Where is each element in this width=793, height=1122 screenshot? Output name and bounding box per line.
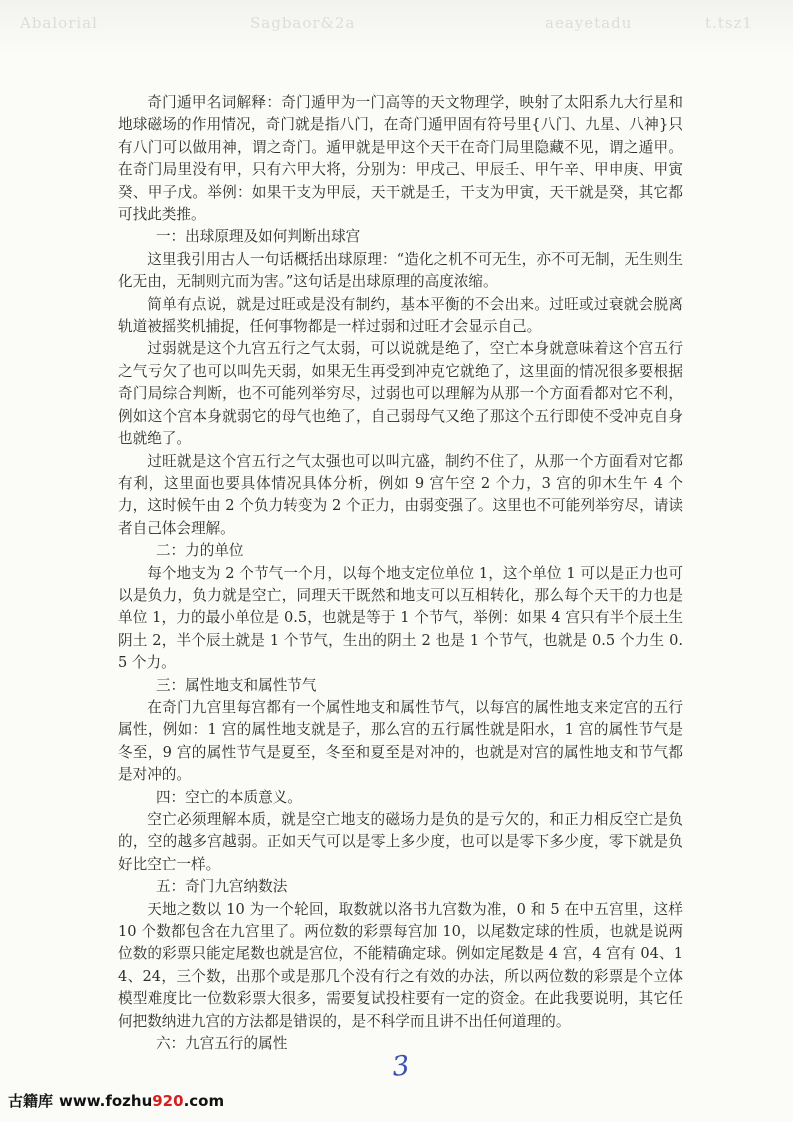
body-paragraph: 每个地支为 2 个节气一个月，以每个地支定位单位 1，这个单位 1 可以是正力也可以是负力，负力就是空亡，同理天干既然和地支可以互相转化，那么每个天干的力也是单位 1，力的最小单位是 0.5，也就是等于 1 个节气，举例：如果 4 宫只有半个辰土生阴土 2，半个辰土就是 1 个节气，生出的阴土 2 也是 1 个节气，也就是 0.5 个力生 0.5 个力。 — [118, 564, 683, 672]
body-paragraph: 空亡必须理解本质，就是空亡地支的磁场力是负的是亏欠的，和正力相反空亡是负的，空的越多宫越弱。正如天气可以是零上多少度，也可以是零下多少度，零下就是负好比空亡一样。 — [118, 811, 683, 873]
site-url-suffix: .com — [183, 1092, 225, 1110]
footer-watermark — [8, 1089, 224, 1113]
section-heading: 四：空亡的本质意义。 — [155, 788, 302, 806]
site-url-number: 920 — [152, 1092, 184, 1110]
section-heading: 一：出球原理及如何判断出球宫 — [155, 228, 361, 246]
bleed-through-text: Sagbaor&2a — [250, 14, 356, 32]
body-paragraph: 过弱就是这个九宫五行之气太弱，可以说就是绝了，空亡本身就意味着这个宫五行之气亏欠了也可以叫先天弱，如果无生再受到冲克它就绝了，这里面的情况很多要根据奇门局综合判断，也不可能列举穷尽，过弱也可以理解为从那一个方面看都对它不利，例如这个宫本身就弱它的母气也绝了，自己弱母气又绝了那这个五行即使不受冲克自身也就绝了。 — [118, 340, 683, 448]
body-paragraph: 天地之数以 10 为一个轮回，取数就以洛书九宫数为准，0 和 5 在中五宫里，这样 10 个数都包含在九宫里了。两位数的彩票每宫加 10，以尾数定球的性质，也就是说两位数的彩票只能定尾数也就是宫位，不能精确定球。例如定尾数是 4 宫，4 宫有 04、14、24，三个数，出那个或是那几个没有行之有效的办法，所以两位数的彩票是个立体模型难度比一位数彩票大很多，需要复试投柱要有一定的资金。在此我要说明，其它任何把数纳进九宫的方法都是错误的，是不科学而且讲不出任何道理的。 — [118, 900, 683, 1030]
handwritten-page-number: 3 — [390, 1050, 412, 1083]
section-heading: 二：力的单位 — [155, 542, 244, 560]
body-paragraph: 在奇门九宫里每宫都有一个属性地支和属性节气，以每宫的属性地支来定宫的五行属性，例如：1 宫的属性地支就是子，那么宫的五行属性就是阳水，1 宫的属性节气是冬至，9 宫的属性节气是夏至，冬至和夏至是对冲的，也就是对宫的属性地支和节气都是对冲的。 — [118, 698, 683, 784]
body-paragraph: 奇门遁甲名词解释：奇门遁甲为一门高等的天文物理学，映射了太阳系九大行星和地球磁场的作用情况，奇门就是指八门，在奇门遁甲固有符号里{八门、九星、八神}只有八门可以做用神，谓之奇门。遁甲就是甲这个天干在奇门局里隐藏不见，谓之遁甲。在奇门局里没有甲，只有六甲大将，分别为：甲戌己、甲辰壬、甲午辛、甲申庚、甲寅癸、甲子戊。举例：如果干支为甲辰，天干就是壬，干支为甲寅，天干就是癸，其它都可找此类推。 — [118, 94, 683, 224]
document-body — [118, 92, 683, 1055]
section-heading: 三：属性地支和属性节气 — [155, 676, 317, 694]
body-paragraph: 简单有点说，就是过旺或是没有制约，基本平衡的不会出来。过旺或过衰就会脱离轨道被摇奖机捕捉，任何事物都是一样过弱和过旺才会显示自己。 — [118, 295, 683, 336]
body-paragraph: 过旺就是这个宫五行之气太强也可以叫亢盛，制约不住了，从那一个方面看对它都有利，这里面也要具体情况具体分析，例如 9 宫午空 2 个力，3 宫的卯木生午 4 个力，这时候午由 2 个负力转变为 2 个正力，由弱变强了。这里也不可能列举穷尽，请读者自己体会理解。 — [118, 452, 683, 537]
bleed-through-text: Abalorial — [20, 14, 98, 32]
body-paragraph: 这里我引用古人一句话概括出球原理：“造化之机不可无生，亦不可无制，无生则生化无由，无制则亢而为害。”这句话是出球原理的高度浓缩。 — [118, 250, 683, 291]
site-name: 古籍库 — [8, 1092, 54, 1110]
section-heading: 五：奇门九宫纳数法 — [155, 878, 288, 896]
section-heading: 六：九宫五行的属性 — [155, 1035, 288, 1053]
bleed-through-text: t.tsz1 — [705, 14, 753, 32]
site-url-prefix: www.fozhu — [59, 1092, 153, 1110]
bleed-through-text: aeayetadu — [545, 14, 633, 32]
